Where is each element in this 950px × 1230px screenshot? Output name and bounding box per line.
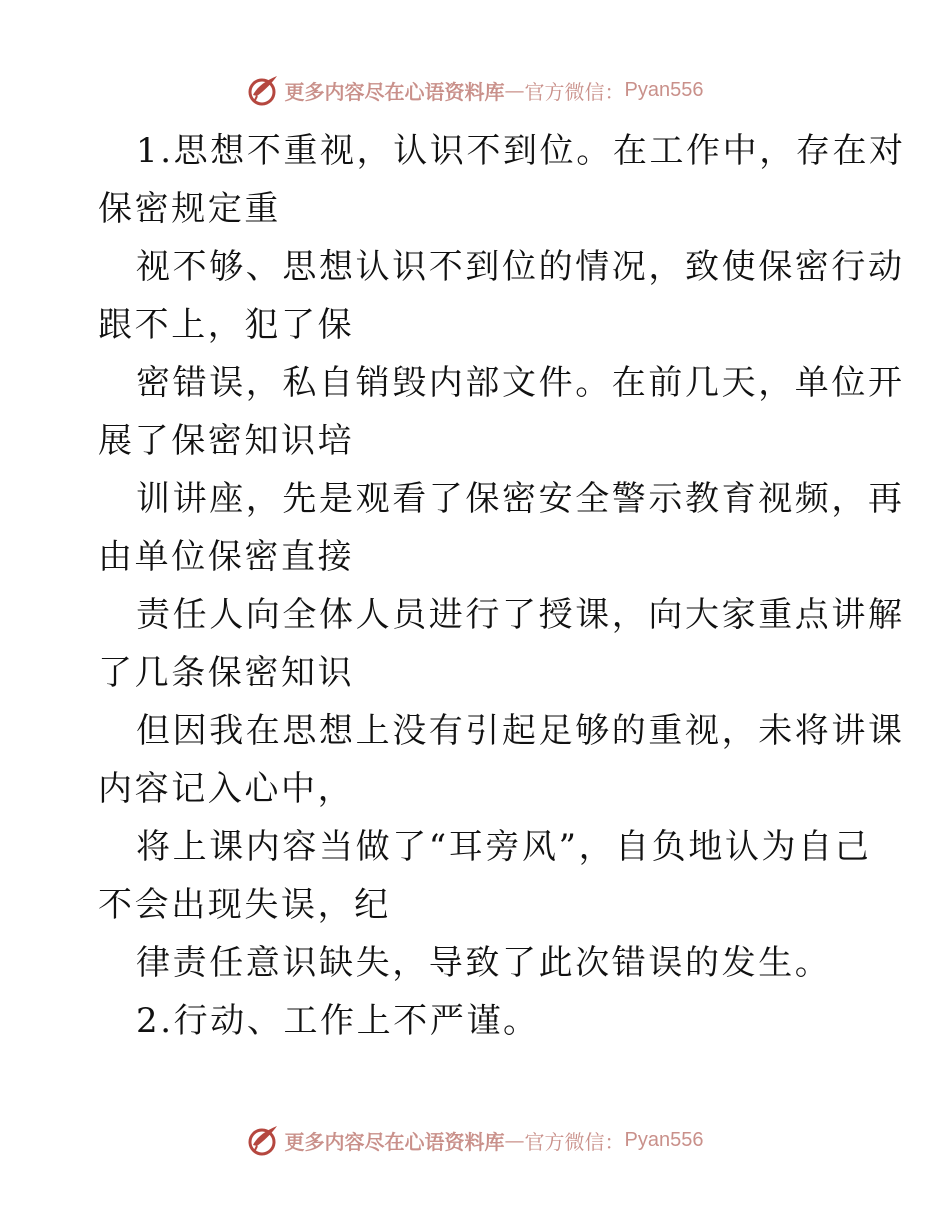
body-line: 了几条保密知识 bbox=[98, 653, 355, 693]
quill-pen-logo-icon bbox=[247, 1123, 281, 1157]
banner-title: 更多内容尽在心语资料库 bbox=[284, 1129, 505, 1154]
body-line: 训讲座，先是观看了保密安全警示教育视频，再 bbox=[136, 479, 905, 519]
banner-dash: — bbox=[504, 78, 525, 102]
body-line: 密错误，私自销毁内部文件。在前几天，单位开 bbox=[136, 363, 905, 403]
body-line: 责任人向全体人员进行了授课，向大家重点讲解 bbox=[136, 595, 905, 635]
banner-wechat-label: 官方微信： bbox=[524, 79, 625, 104]
banner-wechat-id: Pyan556 bbox=[624, 1128, 704, 1151]
body-line: 1.思想不重视，认识不到位。在工作中，存在对 bbox=[136, 131, 906, 171]
body-line: 2.行动、工作上不严谨。 bbox=[136, 1001, 540, 1041]
body-line: 但因我在思想上没有引起足够的重视，未将讲课 bbox=[136, 711, 905, 751]
quill-pen-logo-icon bbox=[247, 73, 281, 107]
footer-banner bbox=[0, 1120, 950, 1160]
header-banner bbox=[0, 70, 950, 110]
banner-dash: — bbox=[504, 1128, 525, 1152]
body-line: 跟不上，犯了保 bbox=[98, 305, 355, 345]
banner-title: 更多内容尽在心语资料库 bbox=[284, 79, 505, 104]
body-line: 展了保密知识培 bbox=[98, 421, 355, 461]
banner-wechat-id: Pyan556 bbox=[624, 78, 704, 101]
banner-wechat-label: 官方微信： bbox=[524, 1129, 625, 1154]
body-line: 律责任意识缺失，导致了此次错误的发生。 bbox=[136, 943, 832, 983]
document-body bbox=[98, 122, 906, 1050]
body-line: 视不够、思想认识不到位的情况，致使保密行动 bbox=[136, 247, 905, 287]
body-line: 将上课内容当做了“耳旁风”，自负地认为自己 bbox=[136, 827, 872, 867]
body-line: 内容记入心中， bbox=[98, 769, 355, 809]
body-line: 保密规定重 bbox=[98, 189, 281, 229]
body-line: 由单位保密直接 bbox=[98, 537, 355, 577]
body-line: 不会出现失误，纪 bbox=[98, 885, 391, 925]
